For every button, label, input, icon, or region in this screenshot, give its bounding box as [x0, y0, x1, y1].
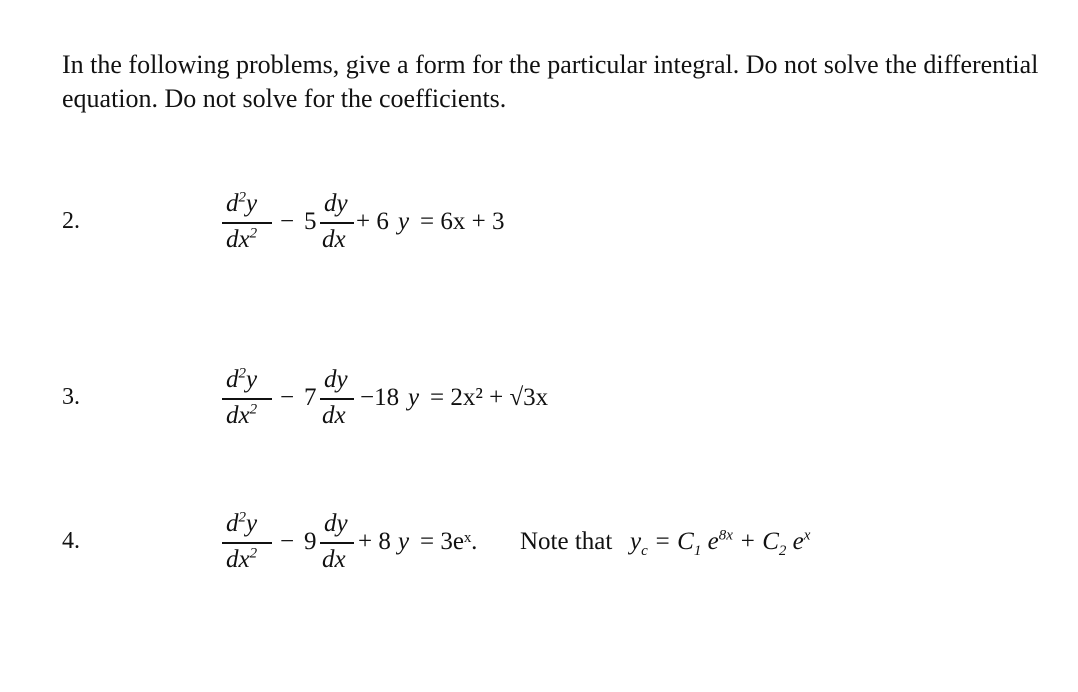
operator: − — [280, 528, 295, 555]
dy-coefficient: 9 — [304, 528, 317, 555]
operator: − — [280, 208, 295, 235]
middle-term: + 8 — [358, 528, 391, 555]
dy-coefficient: 7 — [304, 384, 317, 411]
dy-numerator: dy — [324, 510, 348, 537]
problem-number: 2. — [62, 208, 80, 234]
right-hand-side: = 2x² + √3x — [430, 384, 549, 411]
dy-numerator: dy — [324, 190, 348, 217]
y-variable: y — [398, 208, 410, 235]
fraction-bar — [222, 398, 272, 400]
dx2-denominator: $dx^2$ — [226, 401, 258, 429]
instructions-text: In the following problems, give a form for the particular integral. Do not solve the differential equation. Do not solve for the coefficients. — [62, 50, 1039, 113]
y-variable: y — [398, 528, 410, 555]
dx-denominator: dx — [322, 402, 346, 429]
middle-term: + 6 — [356, 208, 389, 235]
problem-3 — [0, 366, 1078, 456]
dy-numerator: dy — [324, 366, 348, 393]
d2y-numerator: $d^2y$ — [226, 189, 258, 217]
note-label: Note that — [520, 528, 613, 555]
dx-denominator: dx — [322, 546, 346, 573]
fraction-bar — [320, 222, 354, 224]
problem-2 — [0, 190, 1078, 280]
dx2-denominator: $dx^2$ — [226, 225, 258, 253]
dx-denominator: dx — [322, 226, 346, 253]
operator: − — [280, 384, 295, 411]
fraction-bar — [320, 542, 354, 544]
d2y-numerator: $d^2y$ — [226, 365, 258, 393]
middle-term: −18 — [360, 384, 400, 411]
dy-coefficient: 5 — [304, 208, 317, 235]
fraction-bar — [222, 542, 272, 544]
y-variable: y — [408, 384, 420, 411]
d2y-numerator: $d^2y$ — [226, 509, 258, 537]
problem-number: 4. — [62, 528, 80, 554]
right-hand-side: = 3eˣ. — [420, 528, 478, 555]
note-expression: $y_c = C_1$ $e^{8x} + C_2$ $e^x$ — [630, 527, 811, 559]
problem-4 — [0, 510, 1078, 600]
right-hand-side: = 6x + 3 — [420, 208, 505, 235]
dx2-denominator: $dx^2$ — [226, 545, 258, 573]
problem-number: 3. — [62, 384, 80, 410]
fraction-bar — [320, 398, 354, 400]
fraction-bar — [222, 222, 272, 224]
